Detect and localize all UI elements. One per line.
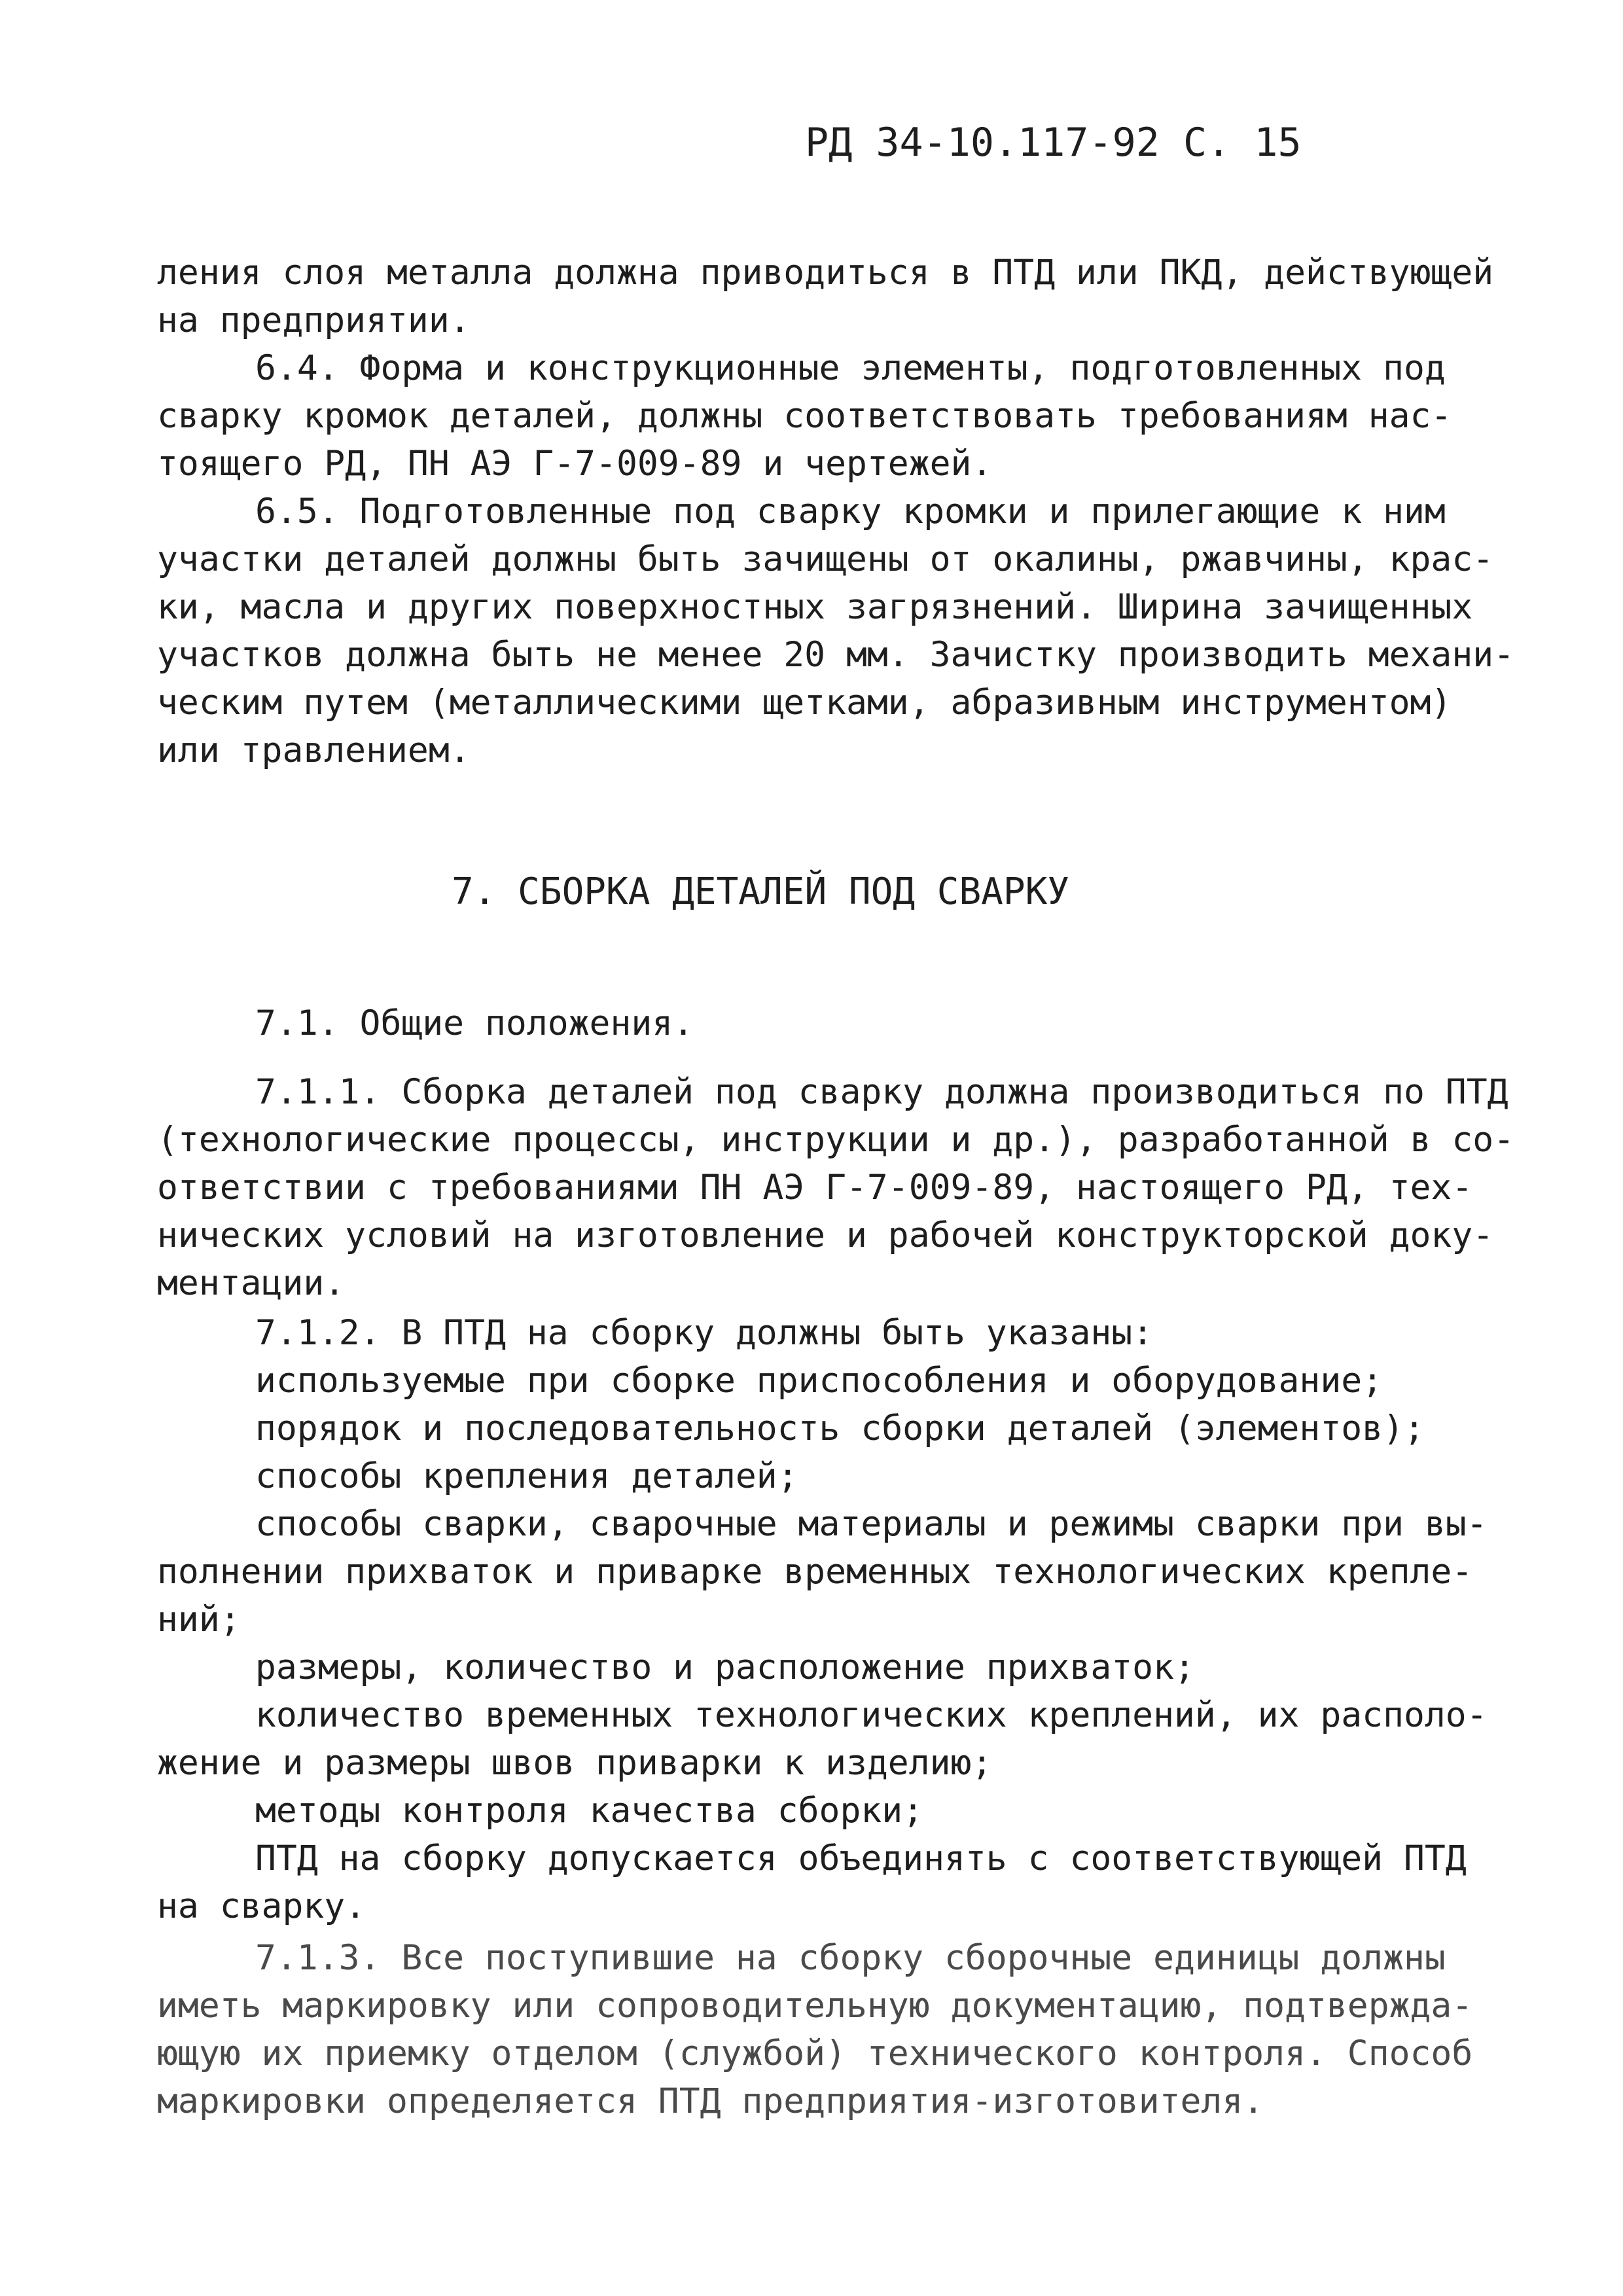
text-line: маркировки определяется ПТД предприятия-изготовителя. — [157, 2081, 1264, 2121]
text-line: на предприятии. — [157, 300, 471, 340]
text-line: полнении прихваток и приварке временных технологических крепле- — [157, 1552, 1473, 1592]
paragraph-7-1-2 — [157, 1309, 1492, 1930]
text-line: ющую их приемку отделом (службой) технического контроля. Способ — [157, 2034, 1473, 2073]
text-line: сварку кромок деталей, должны соответствовать требованиям нас- — [157, 396, 1452, 436]
text-line: ческим путем (металлическими щетками, абразивным инструментом) — [157, 683, 1452, 723]
text-line: участков должна быть не менее 20 мм. Зачистку производить механи- — [157, 635, 1515, 675]
document-code: РД 34-10.117-92 — [805, 120, 1160, 166]
text-line: ления слоя металла должна приводиться в ПТД или ПКД, действующей — [157, 253, 1494, 293]
list-item: способы крепления деталей; — [255, 1456, 798, 1496]
list-item: используемые при сборке приспособления и оборудование; — [255, 1361, 1383, 1401]
text-line: 6.4. Форма и конструкционные элементы, подготовленных под — [255, 348, 1446, 388]
text-line: жение и размеры швов приварки к изделию; — [157, 1743, 993, 1783]
text-line: (технологические процессы, инструкции и др.), разработанной в со- — [157, 1120, 1515, 1160]
subsection-7-1 — [157, 999, 1492, 1047]
text-line: 6.5. Подготовленные под сварку кромки и прилегающие к ним — [255, 492, 1446, 531]
list-item: способы сварки, сварочные материалы и режимы сварки при вы- — [255, 1504, 1488, 1544]
paragraph-7-1-3 — [157, 1934, 1492, 2125]
paragraph-7-1-1 — [157, 1068, 1515, 1307]
paragraph-6-4 — [157, 344, 1492, 488]
list-item: методы контроля качества сборки; — [255, 1791, 924, 1831]
text-line: 7.1.1. Сборка деталей под сварку должна производиться по ПТД — [255, 1072, 1508, 1112]
text-line: иметь маркировку или сопроводительную документацию, подтвержда- — [157, 1986, 1473, 2026]
text-line: ответствии с требованиями ПН АЭ Г-7-009-89, настоящего РД, тех- — [157, 1168, 1473, 1208]
page-header — [805, 117, 1302, 169]
text-line: ПТД на сборку допускается объединять с соответствующей ПТД — [255, 1839, 1467, 1878]
text-line: участки деталей должны быть зачищены от окалины, ржавчины, крас- — [157, 539, 1494, 579]
list-item: количество временных технологических креплений, их располо- — [255, 1695, 1488, 1735]
text-line: на сварку. — [157, 1886, 366, 1926]
text-line: или травлением. — [157, 730, 471, 770]
paragraph-6-5 — [157, 488, 1515, 774]
page-number: С. 15 — [1183, 120, 1302, 166]
text-line: ний; — [157, 1600, 241, 1640]
list-item: размеры, количество и расположение прихваток; — [255, 1647, 1195, 1687]
text-line: нических условий на изготовление и рабочей конструкторской доку- — [157, 1215, 1494, 1255]
text-line: 7.1.3. Все поступившие на сборку сборочные единицы должны — [255, 1938, 1446, 1978]
text-line: ментации. — [157, 1263, 346, 1303]
text-line: тоящего РД, ПН АЭ Г-7-009-89 и чертежей. — [157, 444, 993, 484]
list-item: порядок и последовательность сборки деталей (элементов); — [255, 1408, 1425, 1448]
paragraph-continuation — [157, 249, 1492, 344]
section-title: 7. СБОРКА ДЕТАЛЕЙ ПОД СВАРКУ — [452, 870, 1070, 913]
text-line: ки, масла и других поверхностных загрязнений. Ширина зачищенных — [157, 587, 1473, 627]
subsection-heading: 7.1. Общие положения. — [255, 1003, 694, 1043]
text-line: 7.1.2. В ПТД на сборку должны быть указаны: — [255, 1313, 1154, 1353]
